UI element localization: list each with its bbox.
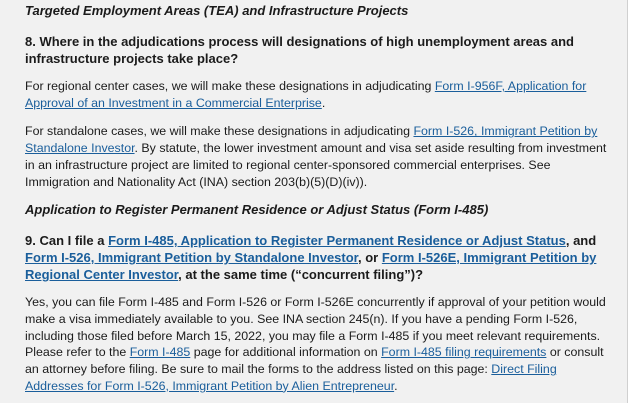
answer-9 — [25, 294, 611, 394]
answer-text: . — [321, 95, 326, 110]
answer-8-standalone — [25, 123, 611, 190]
link-form-i-526-standalone[interactable]: Form I-526, Immigrant Petition by Standalone Investor — [25, 250, 359, 266]
question-8 — [25, 33, 623, 67]
answer-text: For standalone cases, we will make these designations in adjudicating — [25, 124, 414, 139]
answer-8-regional — [25, 78, 611, 111]
section-heading-i485: Application to Register Permanent Residence or Adjust Status (Form I-485) — [25, 202, 489, 218]
link-form-i-526e[interactable]: Form I-526E, Immigrant Petition by Regional Center Investor — [25, 250, 597, 283]
link-direct-filing-addresses[interactable]: Direct Filing Addresses for Form I-526, Immigrant Petition by Alien Entrepreneur — [25, 362, 557, 393]
link-i-485-filing-requirements[interactable]: Form I-485 filing requirements — [381, 345, 547, 360]
answer-text: page for additional information on — [190, 345, 382, 360]
question-9 — [25, 232, 623, 283]
link-form-i-485-application[interactable]: Form I-485, Application to Register Permanent Residence or Adjust Status — [108, 233, 566, 249]
question-text: , at the same time (“concurrent filing”)? — [178, 267, 424, 283]
question-text: 9. Can I file a — [25, 233, 109, 249]
section-heading-tea: Targeted Employment Areas (TEA) and Infrastructure Projects — [25, 3, 409, 18]
answer-text: For regional center cases, we will make these designations in adjudicating — [25, 79, 435, 93]
answer-text: . — [394, 378, 398, 393]
link-form-i-485-page[interactable]: Form I-485 — [129, 345, 191, 360]
answer-text: Yes, you can file Form I-485 and Form I-526 or Form I-526E concurrently if approval of your petition would make a visa immediately available to you. See INA section 245(n). If you have a pending Form I-526, including those filed before March 15, 2022, you may file a Form I-485 if you meet relevant requirements. Please refer to the — [25, 295, 606, 360]
answer-text: or consult an attorney before filing. Be sure to mail the forms to the address listed on this page: — [25, 345, 604, 377]
link-form-i-526[interactable]: Form I-526, Immigrant Petition by Standalone Investor — [25, 124, 598, 156]
question-8-text: 8. Where in the adjudications process will designations of high unemployment areas and infrastructure projects take place? — [25, 34, 574, 66]
question-text: , and — [565, 233, 597, 249]
answer-text: . By statute, the lower investment amount and visa set aside resulting from investment in an infrastructure project are limited to regional center-sponsored commercial enterprises. See Immigration and Nationality Act (INA) section 203(b)(5)(D)(iv)). — [25, 141, 607, 189]
link-form-i-956f[interactable]: Form I-956F, Application for Approval of an Investment in a Commercial Enterprise — [25, 79, 587, 110]
question-text: , or — [358, 250, 382, 266]
